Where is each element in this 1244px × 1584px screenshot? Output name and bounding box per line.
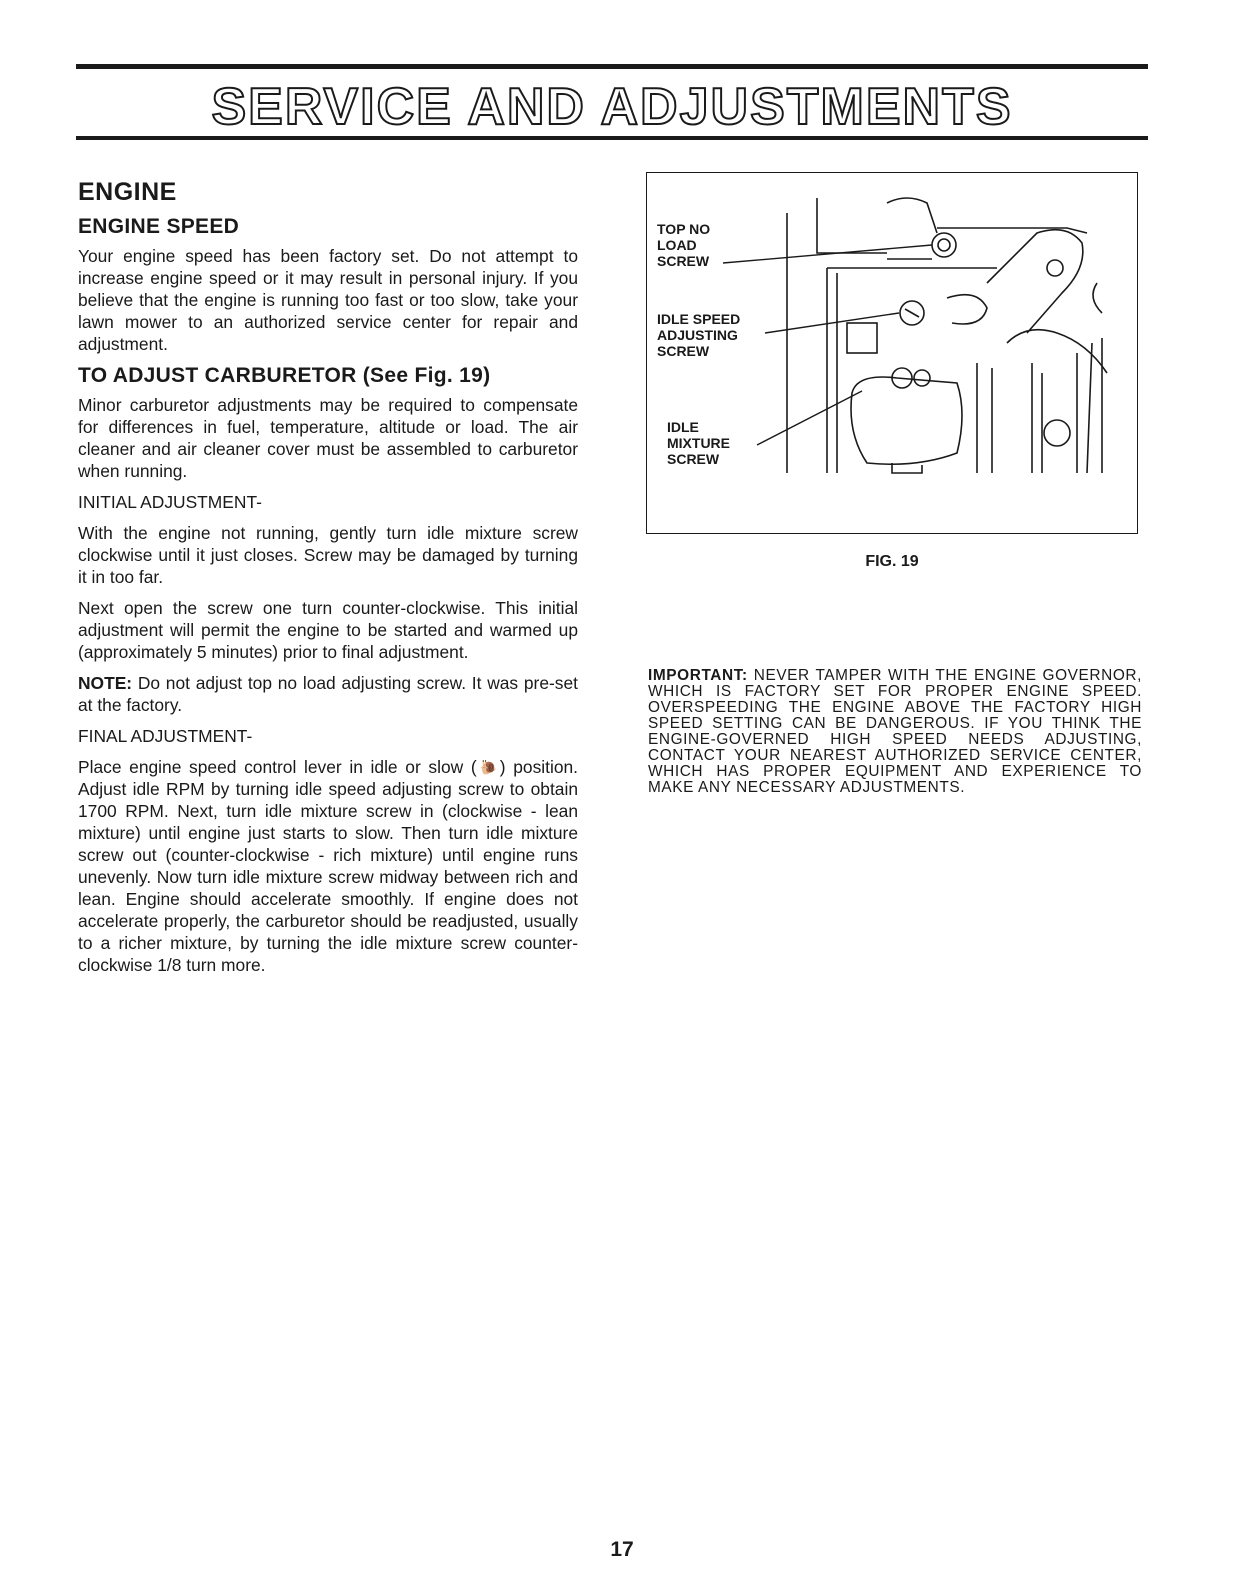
engine-speed-text: Your engine speed has been factory set. Do not attempt to increase engine speed or it may result in personal injury. If you believe that the engine is running too fast or too slow, take your lawn mower to an authorized service center for repair and adjustment. bbox=[78, 246, 578, 354]
important-text: NEVER TAMPER WITH THE ENGINE GOVERNOR, WHICH IS FACTORY SET FOR PROPER ENGINE SPEED. OVERSPEEDING THE ENGINE ABOVE THE FACTORY HIGH SPEED SETTING CAN BE DANGEROUS. IF YOU THINK THE ENGINE-GOVERNED HIGH SPEED NEEDS ADJUSTING, CONTACT YOUR NEAREST AUTHORIZED SERVICE CENTER, WHICH HAS PROPER EQUIPMENT AND EXPERIENCE TO MAKE ANY NECESSARY ADJUSTMENTS. bbox=[648, 667, 1142, 796]
initial-adjustment-heading: INITIAL ADJUSTMENT- bbox=[78, 492, 262, 512]
note-label: NOTE: bbox=[78, 673, 133, 693]
left-column bbox=[78, 178, 578, 985]
final-adjustment-text bbox=[78, 756, 578, 976]
note-paragraph bbox=[78, 672, 578, 716]
page-title: SERVICE AND ADJUSTMENTS bbox=[211, 78, 1013, 136]
label-line: MIXTURE bbox=[667, 435, 730, 451]
figure-caption: FIG. 19 bbox=[865, 553, 919, 570]
important-notice bbox=[648, 668, 1142, 796]
idle-speed-screw-label bbox=[657, 311, 740, 359]
header-bottom-rule bbox=[76, 136, 1148, 140]
final-text-post: ) position. Adjust idle RPM by turning idle speed adjusting screw to obtain 1700 RPM. Next, turn idle mixture screw in (clockwise - lean mixture) until engine just starts to slow. Then turn idle mixture screw out (counter-clockwise - rich mixture) until engine runs unevenly. Now turn idle mixture screw midway between rich and lean. Engine should accelerate smoothly. If engine does not accelerate properly, the carburetor should be readjusted, usually to a richer mixture, by turning the idle mixture screw counter-clockwise 1/8 turn more. bbox=[78, 757, 578, 975]
final-text-pre: Place engine speed control lever in idle or slow ( bbox=[78, 757, 477, 777]
header-top-rule bbox=[76, 64, 1148, 69]
label-line: IDLE SPEED bbox=[657, 311, 741, 327]
top-no-load-screw-label bbox=[657, 221, 710, 269]
carburetor-intro: Minor carburetor adjustments may be required to compensate for differences in fuel, temperature, altitude or load. The air cleaner and air cleaner cover must be assembled to carburetor when running. bbox=[78, 395, 578, 481]
engine-heading: ENGINE bbox=[78, 178, 177, 206]
note-text: Do not adjust top no load adjusting screw. It was pre-set at the factory. bbox=[78, 673, 578, 715]
label-line: SCREW bbox=[667, 451, 720, 467]
carburetor-heading: TO ADJUST CARBURETOR (See Fig. 19) bbox=[78, 364, 491, 387]
figure-19-box bbox=[646, 172, 1138, 534]
initial-adjustment-p2: Next open the screw one turn counter-clockwise. This initial adjustment will permit the engine to be started and warmed up (approximately 5 minutes) prior to final adjustment. bbox=[78, 598, 578, 662]
label-line: SCREW bbox=[657, 253, 710, 269]
engine-speed-heading: ENGINE SPEED bbox=[78, 215, 240, 238]
initial-adjustment-p1: With the engine not running, gently turn idle mixture screw clockwise until it just closes. Screw may be damaged by turning it in too far. bbox=[78, 523, 578, 587]
slow-speed-icon: 🐌 bbox=[476, 759, 500, 775]
page-number: 17 bbox=[610, 1538, 634, 1561]
important-label: IMPORTANT: bbox=[648, 667, 748, 684]
label-line: IDLE bbox=[667, 419, 699, 435]
label-line: TOP NO bbox=[657, 221, 711, 237]
final-adjustment-heading: FINAL ADJUSTMENT- bbox=[78, 726, 253, 746]
idle-mixture-screw-label bbox=[667, 419, 730, 467]
label-line: SCREW bbox=[657, 343, 710, 359]
label-line: ADJUSTING bbox=[657, 327, 738, 343]
label-line: LOAD bbox=[657, 237, 697, 253]
